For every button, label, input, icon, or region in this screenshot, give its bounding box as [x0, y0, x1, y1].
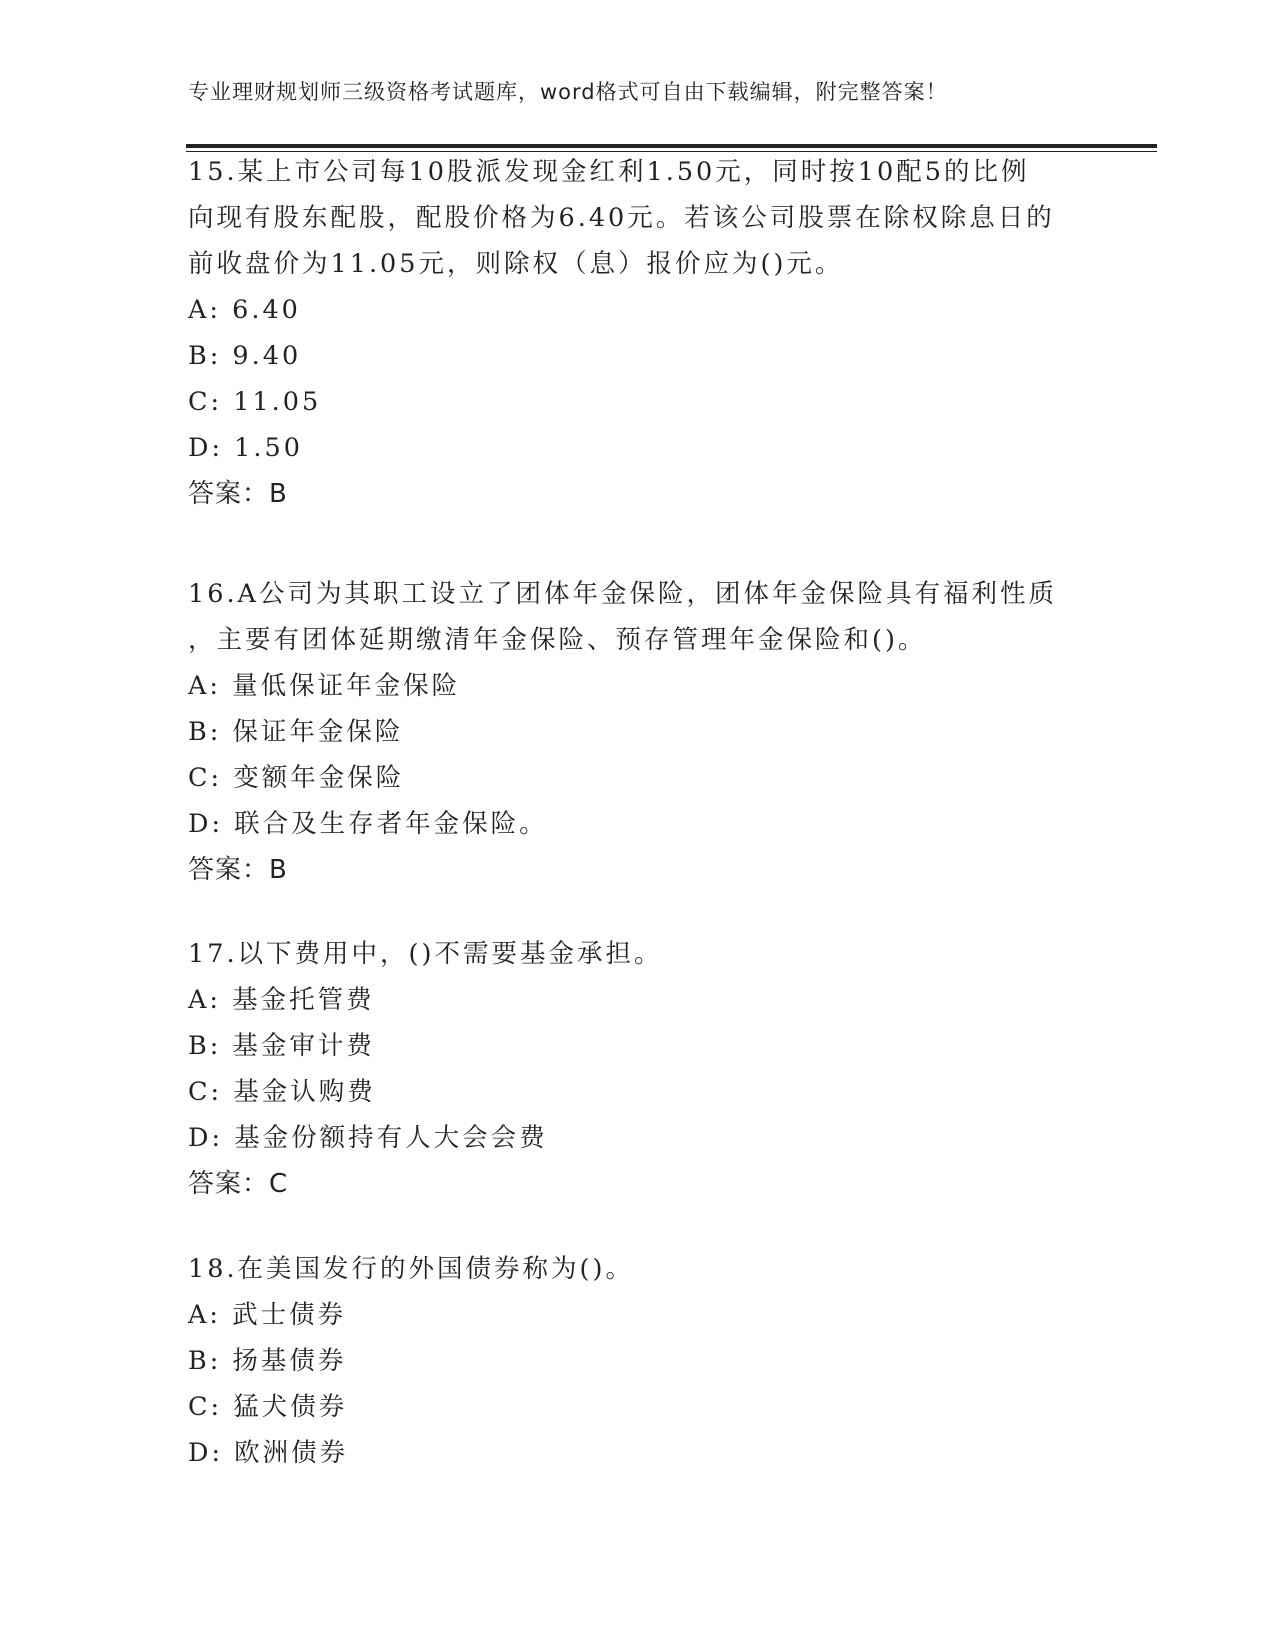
- option-a: A: 6.40: [188, 295, 301, 325]
- question-stem-line: 向现有股东配股，配股价格为6.40元。若该公司股票在除权除息日的: [188, 203, 1055, 233]
- option-d: D: 联合及生存者年金保险。: [188, 809, 548, 839]
- option-c: C: 猛犬债券: [188, 1392, 348, 1422]
- question-stem-line: 15.某上市公司每10股派发现金红利1.50元，同时按10配5的比例: [188, 157, 1030, 187]
- option-d: D: 欧洲债券: [188, 1438, 349, 1468]
- option-b: B: 基金审计费: [188, 1031, 375, 1061]
- option-d: D: 基金份额持有人大会会费: [188, 1123, 548, 1153]
- answer-line: 答案：B: [188, 479, 288, 509]
- page-header: 专业理财规划师三级资格考试题库，word格式可自由下载编辑，附完整答案！: [188, 80, 948, 104]
- option-b: B: 扬基债券: [188, 1346, 347, 1376]
- question-17: [188, 931, 1088, 1207]
- question-15: [188, 149, 1088, 517]
- option-d: D: 1.50: [188, 433, 303, 463]
- option-c: C: 11.05: [188, 387, 322, 417]
- question-16: [188, 571, 1088, 893]
- option-b: B: 9.40: [188, 341, 302, 371]
- answer-line: 答案：B: [188, 855, 288, 885]
- option-a: A: 武士债券: [188, 1300, 347, 1330]
- question-stem-line: 前收盘价为11.05元，则除权（息）报价应为()元。: [188, 249, 844, 279]
- question-stem-line: 16.A公司为其职工设立了团体年金保险，团体年金保险具有福利性质: [188, 579, 1057, 609]
- option-b: B: 保证年金保险: [188, 717, 404, 747]
- answer-line: 答案：C: [188, 1169, 289, 1199]
- option-a: A: 基金托管费: [188, 985, 375, 1015]
- question-stem-line: 18.在美国发行的外国债券称为()。: [188, 1254, 634, 1284]
- question-stem-line: 17.以下费用中，()不需要基金承担。: [188, 939, 663, 969]
- header-divider-thick: [186, 144, 1157, 148]
- option-a: A: 量低保证年金保险: [188, 671, 461, 701]
- option-c: C: 变额年金保险: [188, 763, 405, 793]
- question-18: [188, 1246, 1088, 1476]
- option-c: C: 基金认购费: [188, 1077, 376, 1107]
- question-stem-line: ，主要有团体延期缴清年金保险、预存管理年金保险和()。: [188, 625, 927, 655]
